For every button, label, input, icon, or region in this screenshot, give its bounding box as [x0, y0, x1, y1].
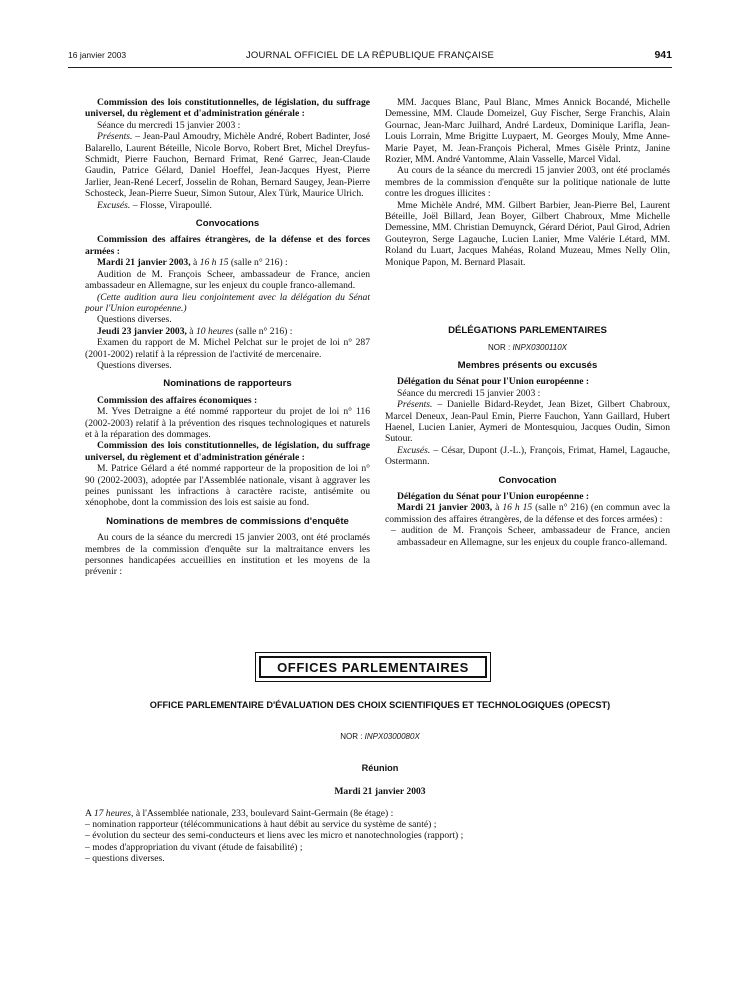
delegations-heading: DÉLÉGATIONS PARLEMENTAIRES	[448, 325, 607, 337]
delegation-presents	[385, 399, 670, 445]
offices-banner-title: OFFICES PARLEMENTAIRES	[259, 656, 487, 678]
header-date: 16 janvier 2003	[68, 50, 127, 60]
presents-paragraph	[85, 131, 370, 199]
commission-affaires-economiques: Commission des affaires économiques :	[97, 394, 258, 406]
meeting2-room: (salle n° 216) :	[233, 325, 293, 337]
meeting2-date: Jeudi 23 janvier 2003,	[97, 325, 187, 337]
left-column	[85, 97, 370, 578]
drogues-paragraph: Au cours de la séance du mercredi 15 janvier 2003, ont été proclamés membres de la commission d'enquête sur la politique nationale de lutte contre les drogues illicites :	[385, 165, 670, 200]
excuses-label: Excusés.	[97, 199, 131, 211]
spacer	[385, 268, 670, 318]
opecst-nor-code: INPX0300080X	[364, 732, 420, 742]
page-number: 941	[654, 49, 672, 61]
reunion-time: 17 heures	[93, 807, 132, 819]
delegation-meeting-rest: (salle n° 216) (en commun avec la commission des affaires étrangères, de la défense et des forces armées) :	[385, 502, 671, 525]
meeting1-a: à	[190, 257, 200, 269]
journal-title: JOURNAL OFFICIEL DE LA RÉPUBLIQUE FRANÇAISE	[245, 50, 495, 61]
excuses-label-2: Excusés.	[397, 444, 431, 456]
excuses-paragraph	[85, 200, 370, 211]
nor-code: INPX0300110X	[512, 342, 567, 352]
excuses-names: – Flosse, Virapoullé.	[130, 199, 212, 211]
reunion-location: , à l'Assemblée nationale, 233, boulevard Saint-Germain (8e étage) :	[131, 807, 394, 819]
opecst-title: OFFICE PARLEMENTAIRE D'ÉVALUATION DES CHOIX SCIENTIFIQUES ET TECHNOLOGIQUES (OPECST)	[149, 700, 611, 710]
agenda-item: – évolution du secteur des semi-conducteurs et liens avec les micro et nanotechnologies (rapport) ;	[85, 830, 464, 842]
delegation-meeting-line	[385, 502, 670, 525]
right-column	[385, 97, 670, 548]
delegation-meeting-a: à	[492, 502, 503, 514]
membres-presents-heading: Membres présents ou excusés	[457, 359, 598, 371]
meeting2-item: Examen du rapport de M. Michel Pelchat sur le projet de loi n° 287 (2001-2002) relatif à la répression de l'activité de mercenaire.	[85, 337, 370, 360]
meeting1-date: Mardi 21 janvier 2003,	[97, 257, 191, 269]
reunion-lead-a: A	[85, 807, 94, 819]
gelard-nomination: M. Patrice Gélard a été nommé rapporteur de la proposition de loi n° 90 (2002-2003), adoptée par l'Assemblée nationale, visant à aggraver les peines punissant les infractions à caractère raciste, antisémite ou xénophobe, dont la commission des lois est saisie au fond.	[85, 463, 370, 509]
nor-reference	[385, 342, 670, 353]
opecst-nor	[85, 731, 675, 742]
nominations-heading: Nominations de rapporteurs	[163, 378, 292, 390]
meeting1-note: (Cette audition aura lieu conjointement avec la délégation du Sénat pour l'Union européenne.)	[85, 291, 370, 314]
opecst-section	[85, 700, 675, 865]
delegation-meeting-item: – audition de M. François Scheer, ambassadeur de France, ancien ambassadeur en Allemagne, sur les enjeux du couple franco-allemand.	[391, 525, 670, 548]
meeting1-line	[85, 257, 370, 268]
presents-label-2: Présents.	[397, 399, 433, 411]
nor-label: NOR :	[487, 342, 513, 352]
delegation-meeting-time: 16 h 15	[502, 502, 533, 514]
reunion-date: Mardi 21 janvier 2003	[334, 786, 426, 798]
presents-label: Présents.	[97, 131, 133, 143]
delegation-meeting-date: Mardi 21 janvier 2003,	[397, 502, 493, 514]
commission-lois-title-2: Commission des lois constitutionnelles, de législation, du suffrage universel, du règlement et d'administration générale :	[85, 440, 370, 463]
delegation-title-2: Délégation du Sénat pour l'Union européenne :	[397, 490, 590, 502]
delegation-seance: Séance du mercredi 15 janvier 2003 :	[397, 387, 541, 399]
meeting1-time: 16 h 15	[199, 257, 229, 269]
delegation-excuses	[385, 445, 670, 468]
excuses-names-2: – César, Dupont (J.-L.), François, Frimat, Hamel, Lagauche, Ostermann.	[385, 444, 670, 468]
delegation-title: Délégation du Sénat pour l'Union européenne :	[397, 376, 590, 388]
members-drogues: Mme Michèle André, MM. Gilbert Barbier, Jean-Pierre Bel, Laurent Béteille, Joël Billard, Jean Boyer, Gilbert Chabroux, Mme Michelle Demessine, MM. Christian Demuynck, Gérard Dériot, Paul Girod, Adrien Gouteyron, Serge Lagauche, Lucien Lanier, Mme Valérie Létard, MM. Roland du Luart, Jacques Mahéas, Roland Muzeau, Mmes Nelly Olin, Monique Papon, M. Bernard Plasait.	[385, 199, 670, 268]
meeting1-item: Audition de M. François Scheer, ambassadeur de France, ancien ambassadeur en Allemagne, sur les enjeux du couple franco-allemand.	[85, 268, 370, 292]
commission-lois-title: Commission des lois constitutionnelles, de législation, du suffrage universel, du règlement et d'administration générale :	[85, 97, 370, 120]
presents-names: – Jean-Paul Amoudry, Michèle André, Robert Badinter, José Balarello, Laurent Béteille, Nicole Borvo, Robert Bret, Michel Dreyfus-Schmidt, Pierre Fauchon, Bernard Frimat, René Garrec, Jean-Claude Gaudin, Patrice Gélard, Daniel Hoeffel, Jean-Jacques Hyest, Pierre Jarlier, Jean-René Lecerf, Josselin de Rohan, Bernard Saugey, Jean-Pierre Schosteck, Jean-Pierre Sueur, Simon Sutour, Alex Türk, Maurice Ulrich.	[85, 131, 370, 200]
agenda-item: – modes d'appropriation du vivant (étude de faisabilité) ;	[85, 841, 303, 853]
agenda-item: – questions diverses.	[85, 853, 165, 865]
presents-names-2: – Danielle Bidard-Reydet, Jean Bizet, Gilbert Chabroux, Marcel Deneux, Jean-Paul Emin, Pierre Fauchon, Yann Gaillard, Hubert Haenel, Lucien Lanier, Aymeri de Montesquiou, Jacques Oudin, Simon Sutour.	[385, 399, 670, 445]
agenda-item: – nomination rapporteur (télécommunications à haut débit au service du système de santé) ;	[85, 819, 437, 831]
reunion-heading: Réunion	[361, 762, 399, 773]
nominations-membres-heading: Nominations de membres de commissions d'enquête	[106, 515, 349, 527]
maltraitance-paragraph: Au cours de la séance du mercredi 15 janvier 2003, ont été proclamés membres de la commission d'enquête sur la maltraitance envers les personnes handicapées accueillies en institution et les moyens de la prévenir :	[85, 532, 370, 578]
offices-banner	[255, 652, 491, 682]
header-rule	[68, 67, 672, 68]
meeting2-line	[85, 326, 370, 337]
convocation-heading: Convocation	[498, 474, 557, 486]
reunion-lead	[85, 808, 675, 819]
meeting2-time: 10 heures	[195, 325, 234, 337]
questions-diverses-1: Questions diverses.	[97, 314, 172, 326]
detraigne-nomination: M. Yves Detraigne a été nommé rapporteur du projet de loi n° 116 (2002-2003) relatif à la prévention des risques technologiques et naturels et à la réparation des dommages.	[85, 406, 370, 440]
commission-affaires-etrangeres: Commission des affaires étrangères, de la défense et des forces armées :	[85, 234, 370, 257]
convocations-heading: Convocations	[195, 218, 260, 230]
members-maltraitance: MM. Jacques Blanc, Paul Blanc, Mmes Annick Bocandé, Michelle Demessine, MM. Claude Domeizel, Guy Fischer, Serge Franchis, Alain Gournac, Jean-Marc Juilhard, André Lardeux, Dominique Larifla, Jean-Louis Lorrain, Mme Brigitte Luypaert, M. Georges Mouly, Mme Anne-Marie Payet, M. Jean-François Picheral, Mmes Gisèle Printz, Janine Rozier, MM. André Vantomme, Alain Vasselle, Marcel Vidal.	[385, 97, 670, 166]
opecst-nor-label: NOR :	[340, 732, 365, 742]
meeting1-room: (salle n° 216) :	[228, 257, 288, 269]
questions-diverses-2: Questions diverses.	[97, 359, 172, 371]
seance-date: Séance du mercredi 15 janvier 2003 :	[97, 119, 241, 131]
meeting2-a: à	[186, 325, 196, 337]
page-header	[68, 50, 672, 66]
